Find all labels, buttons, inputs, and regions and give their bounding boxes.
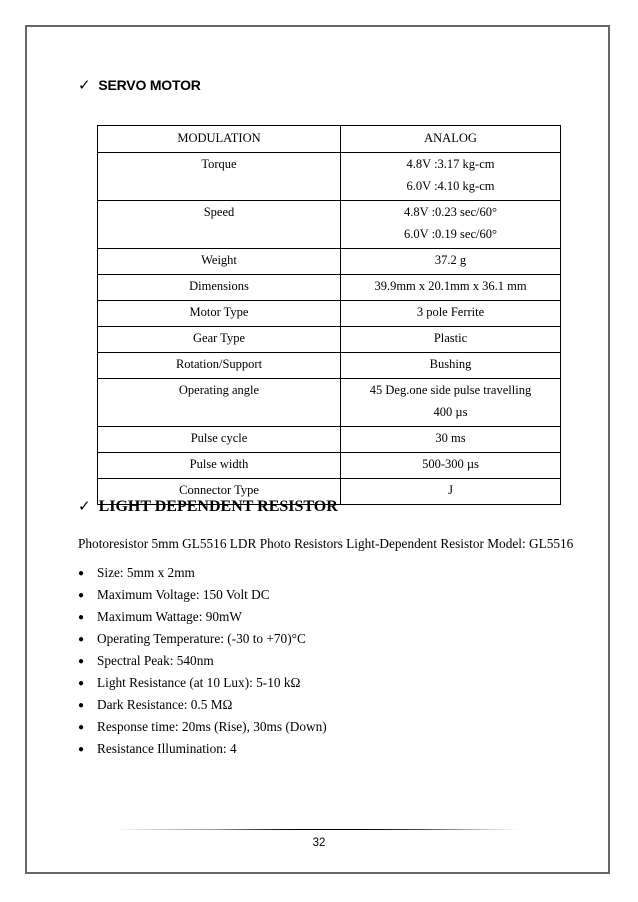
spec-value-cell (341, 327, 561, 353)
spec-value-line: 4.8V :0.23 sec/60° (404, 205, 497, 219)
servo-spec-table (97, 125, 561, 505)
table-header-row (98, 126, 561, 153)
feature-text: Response time: 20ms (Rise), 30ms (Down) (97, 719, 327, 734)
ldr-description: Photoresistor 5mm GL5516 LDR Photo Resistors Light-Dependent Resistor Model: GL5516 (78, 536, 574, 551)
header-cell-analog: ANALOG (341, 126, 561, 153)
header-cell-modulation: MODULATION (98, 126, 341, 153)
spec-value-line: 4.8V :3.17 kg-cm (406, 157, 495, 171)
spec-label-cell: Pulse cycle (98, 427, 341, 453)
spec-value-line: 6.0V :0.19 sec/60° (404, 227, 497, 241)
spec-value-line: 400 µs (433, 405, 468, 419)
spec-table-body (98, 153, 561, 505)
list-item (78, 628, 327, 650)
spec-label-cell: Speed (98, 201, 341, 249)
spec-value-cell (341, 249, 561, 275)
spec-value-cell (341, 427, 561, 453)
spec-value-line: 6.0V :4.10 kg-cm (406, 179, 495, 193)
spec-label-cell: Motor Type (98, 301, 341, 327)
spec-value-line: 39.9mm x 20.1mm x 36.1 mm (374, 279, 527, 293)
ldr-heading-text: LIGHT DEPENDENT RESISTOR (98, 498, 338, 515)
feature-text: Resistance Illumination: 4 (97, 741, 237, 756)
list-item (78, 606, 327, 628)
spec-label-cell: Rotation/Support (98, 353, 341, 379)
list-item (78, 694, 327, 716)
list-item (78, 672, 327, 694)
list-item (78, 738, 327, 760)
feature-text: Operating Temperature: (-30 to +70)°C (97, 631, 306, 646)
spec-value-cell (341, 301, 561, 327)
spec-value-cell (341, 479, 561, 505)
table-row (98, 153, 561, 201)
spec-label-cell: Weight (98, 249, 341, 275)
spec-value-line: 500-300 µs (422, 457, 479, 471)
feature-text: Maximum Wattage: 90mW (97, 609, 242, 624)
feature-text: Dark Resistance: 0.5 MΩ (97, 697, 233, 712)
spec-value-line: Bushing (429, 357, 472, 371)
bullet-icon: ● (78, 722, 85, 733)
feature-text: Maximum Voltage: 150 Volt DC (97, 587, 270, 602)
servo-heading-text: SERVO MOTOR (98, 77, 201, 93)
spec-value-cell (341, 275, 561, 301)
list-item (78, 716, 327, 738)
page-number: 32 (312, 837, 326, 849)
spec-value-line: Plastic (433, 331, 468, 345)
spec-value-line: 30 ms (435, 431, 466, 445)
table-row (98, 427, 561, 453)
spec-value-line: 37.2 g (434, 253, 467, 267)
spec-label-cell: Pulse width (98, 453, 341, 479)
spec-label-cell: Torque (98, 153, 341, 201)
spec-value-line: 45 Deg.one side pulse travelling (369, 383, 532, 397)
table-row (98, 275, 561, 301)
bullet-icon: ● (78, 568, 85, 579)
bullet-icon: ● (78, 678, 85, 689)
table-row (98, 353, 561, 379)
spec-label-cell: Dimensions (98, 275, 341, 301)
spec-value-line: 3 pole Ferrite (416, 305, 485, 319)
spec-value-line: J (448, 483, 453, 497)
list-item (78, 650, 327, 672)
bullet-icon: ● (78, 744, 85, 755)
feature-text: Size: 5mm x 2mm (97, 565, 195, 580)
spec-value-cell (341, 379, 561, 427)
spec-value-cell (341, 153, 561, 201)
ldr-feature-list (78, 562, 327, 760)
spec-label-cell: Operating angle (98, 379, 341, 427)
bullet-icon: ● (78, 656, 85, 667)
feature-text: Spectral Peak: 540nm (97, 653, 214, 668)
spec-value-cell (341, 353, 561, 379)
servo-motor-heading (78, 76, 201, 94)
table-row (98, 201, 561, 249)
feature-text: Light Resistance (at 10 Lux): 5-10 kΩ (97, 675, 301, 690)
bullet-icon: ● (78, 700, 85, 711)
checkmark-icon: ✓ (78, 497, 91, 515)
bullet-icon: ● (78, 612, 85, 623)
table-row (98, 453, 561, 479)
table-row (98, 249, 561, 275)
ldr-heading (78, 497, 338, 516)
table-row (98, 379, 561, 427)
table-row (98, 327, 561, 353)
checkmark-icon: ✓ (78, 76, 91, 94)
table-row (98, 301, 561, 327)
bullet-icon: ● (78, 634, 85, 645)
spec-label-cell: Connector Type (98, 479, 341, 505)
list-item (78, 584, 327, 606)
spec-value-cell (341, 453, 561, 479)
list-item (78, 562, 327, 584)
bullet-icon: ● (78, 590, 85, 601)
footer-divider (115, 829, 518, 830)
spec-label-cell: Gear Type (98, 327, 341, 353)
spec-value-cell (341, 201, 561, 249)
